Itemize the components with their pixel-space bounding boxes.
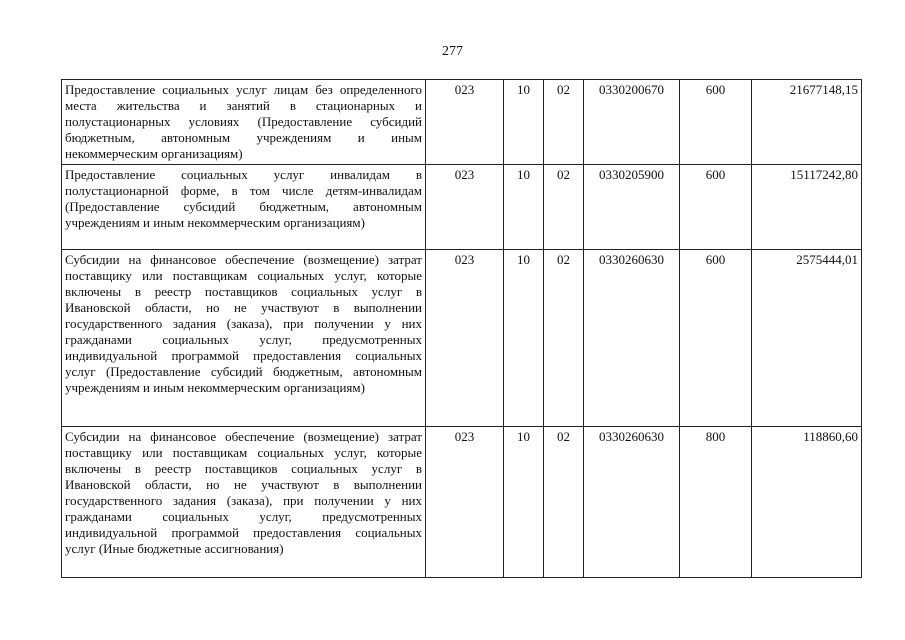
- section-code: 10: [504, 427, 544, 578]
- ministry-code: 023: [426, 165, 504, 250]
- ministry-code: 023: [426, 250, 504, 427]
- expense-type-code: 600: [680, 250, 752, 427]
- expense-type-code: 600: [680, 165, 752, 250]
- expense-description: Предоставление социальных услуг лицам без определенного места жительства и занятий в стационарных и полустационарных условиях (Предоставление субсидий бюджетным, автономным учреждениям и иным некоммерческим организациям): [62, 80, 426, 165]
- target-article-code: 0330260630: [584, 250, 680, 427]
- amount-value: 118860,60: [752, 427, 862, 578]
- amount-value: 15117242,80: [752, 165, 862, 250]
- expense-type-code: 600: [680, 80, 752, 165]
- table-row: [62, 250, 862, 427]
- page-number: 277: [442, 44, 463, 59]
- target-article-code: 0330260630: [584, 427, 680, 578]
- section-code: 10: [504, 80, 544, 165]
- section-code: 10: [504, 250, 544, 427]
- target-article-code: 0330200670: [584, 80, 680, 165]
- section-code: 10: [504, 165, 544, 250]
- subsection-code: 02: [544, 80, 584, 165]
- table-row: [62, 427, 862, 578]
- ministry-code: 023: [426, 427, 504, 578]
- target-article-code: 0330205900: [584, 165, 680, 250]
- subsection-code: 02: [544, 250, 584, 427]
- ministry-code: 023: [426, 80, 504, 165]
- subsection-code: 02: [544, 427, 584, 578]
- subsection-code: 02: [544, 165, 584, 250]
- table-row: [62, 165, 862, 250]
- budget-table: [61, 79, 862, 578]
- amount-value: 2575444,01: [752, 250, 862, 427]
- expense-description: Предоставление социальных услуг инвалидам в полустационарной форме, в том числе детям-инвалидам (Предоставление субсидий бюджетным, автономным учреждениям и иным некоммерческим организациям): [62, 165, 426, 250]
- expense-type-code: 800: [680, 427, 752, 578]
- expense-description: Субсидии на финансовое обеспечение (возмещение) затрат поставщику или поставщикам социальных услуг, которые включены в реестр поставщиков социальных услуг в Ивановской области, но не участвуют в выполнении государственного задания (заказа), при получении у них гражданами социальных услуг, предусмотренных индивидуальной программой предоставления социальных услуг (Предоставление субсидий бюджетным, автономным учреждениям и иным некоммерческим организациям): [62, 250, 426, 427]
- expense-description: Субсидии на финансовое обеспечение (возмещение) затрат поставщику или поставщикам социальных услуг, которые включены в реестр поставщиков социальных услуг в Ивановской области, но не участвуют в выполнении государственного задания (заказа), при получении у них гражданами социальных услуг, предусмотренных индивидуальной программой предоставления социальных услуг (Иные бюджетные ассигнования): [62, 427, 426, 578]
- amount-value: 21677148,15: [752, 80, 862, 165]
- table-row: [62, 80, 862, 165]
